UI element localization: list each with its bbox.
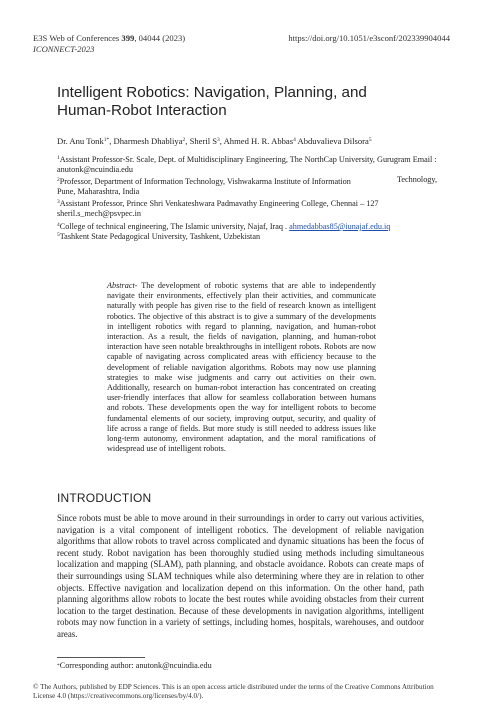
footnote-mark: * (57, 663, 60, 669)
corresponding-author-footnote (57, 661, 212, 671)
article-number: , 04044 (2023) (134, 33, 186, 43)
author-mark: 3 (217, 137, 220, 143)
intro-paragraph: Since robots must be able to move around in their surroundings in order to carry out various activities, navigation is a vital component of intelligent robotics. The development of reliable navigation algorithms that allow robots to travel across complicated and dynamic situations has been the focus of recent study. Robot navigation has been thoroughly studied using methods including simultaneous localization and mapping (SLAM), path planning, and obstacle avoidance. Robots can create maps of their surroundings using SLAM techniques while also determining where they are in relation to other objects. Effective navigation and localization depend on this information. On the other hand, path planning algorithms allow robots to locate the best routes while avoiding obstacles from their current location to the target destination. Because of these developments in navigation algorithms, intelligent robots may now function in a variety of settings, including homes, hospitals, warehouses, and outdoor areas. (57, 513, 424, 639)
affiliation-mark: 2 (57, 177, 60, 183)
section-heading: INTRODUCTION (57, 491, 152, 505)
affiliation-text: College of technical engineering, The Islamic university, Najaf, Iraq . (59, 222, 290, 231)
paper-title: Intelligent Robotics: Navigation, Planning, and Human-Robot Interaction (57, 84, 367, 119)
affiliation-3 (57, 199, 437, 218)
affiliation-text-overflow: Technology, (396, 175, 437, 184)
affiliation-mark: 1 (57, 155, 60, 161)
affiliation-5 (57, 232, 437, 242)
abstract (107, 281, 376, 454)
author-mark: 5 (368, 137, 372, 143)
affiliation-text: Assistant Professor-Sr. Scale, Dept. of Multidisciplinary Engineering, The NorthCap University, Gurugram Email : anutonk@ncuindia.edu (57, 155, 437, 174)
author: Abduvalieva Dilsora (295, 136, 369, 146)
abstract-label: Abstract- (107, 281, 138, 290)
affiliation-4 (57, 222, 437, 232)
footnote-divider (57, 657, 145, 658)
email-link[interactable]: ahmedabbas85@iunajaf.edu.iq (289, 222, 391, 231)
affiliation-1 (57, 155, 437, 174)
affiliation-mark: 4 (57, 222, 60, 228)
footnote-text: Corresponding author: anutonk@ncuindia.edu (59, 661, 212, 670)
journal-volume: 399 (121, 33, 135, 43)
journal-name: E3S Web of Conferences (33, 33, 120, 43)
affiliation-text: Professor, Department of Information Technology, Vishwakarma Institute of Information (59, 177, 351, 186)
affiliation-text: Assistant Professor, Prince Shri Venkateshwara Padmavathy Engineering College, Chennai – 127 sheril.s_mech@psvpec.in (57, 199, 379, 218)
affiliation-2 (57, 177, 437, 196)
affiliation-mark: 3 (57, 199, 60, 205)
license-notice: © The Authors, published by EDP Sciences. This is an open access article distributed under the terms of the Creative Commons Attribution License 4.0 (https://creativecommons.org/licenses/by/4.0/). (33, 683, 434, 700)
author-list (57, 136, 437, 147)
author: , Dharmesh Dhabliya (109, 136, 183, 146)
author-mark: 2 (182, 137, 186, 143)
affiliation-mark: 5 (57, 232, 60, 238)
affiliation-location: Pune, Maharashtra, India (57, 186, 140, 196)
author-mark: 1* (103, 137, 110, 143)
affiliation-text: Tashkent State Pedagogical University, Tashkent, Uzbekistan (59, 232, 261, 241)
abstract-body: The development of robotic systems that are able to independently navigate their environments, effectively plan their activities, and communicate naturally with people has given rise to the field of research known as intelligent robotics. The objective of this abstract is to give a summary of the developments in intelligent robotics with regard to planning, navigation, and human-robot interaction. As a result, the fields of navigation, planning, and human-robot interaction have seen notable breakthroughs in intelligent robots. Robots are now capable of navigating across complicated areas with efficiency because to the development of reliable navigation algorithms. Robots may now use planning strategies to make wise judgments and carry out activities on their own. Additionally, research on human-robot interaction has concentrated on creating user-friendly interfaces that allow for seamless collaboration between humans and robots. These developments open the way for intelligent robots to become fundamental elements of our society, improving output, security, and quality of life across a range of fields. But more study is still needed to address issues like long-term autonomy, environment adaptation, and the moral ramifications of widespread use of intelligent robots. (107, 281, 376, 454)
author: , Sheril S (185, 136, 218, 146)
conference-name: ICONNECT-2023 (33, 44, 95, 54)
journal-citation (33, 33, 185, 44)
author: , Ahmed H. R. Abbas (219, 136, 294, 146)
doi-link[interactable]: https://doi.org/10.1051/e3sconf/202339904044 (288, 33, 450, 43)
author-mark: 4 (293, 137, 296, 143)
author: Dr. Anu Tonk (57, 136, 104, 146)
